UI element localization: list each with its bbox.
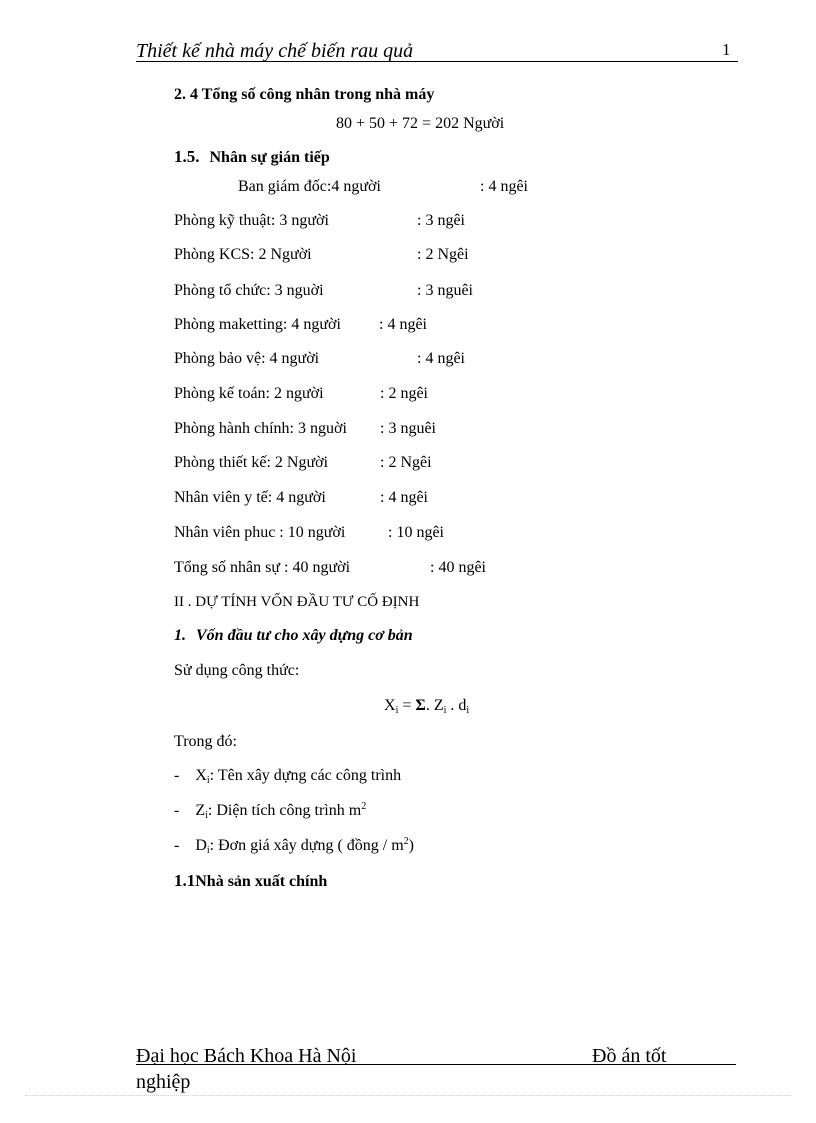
staff-row-label: Phòng KCS: 2 Người <box>174 246 312 263</box>
section-2-4-heading: 2. 4 Tổng số công nhân trong nhà máy <box>174 86 435 103</box>
list-item: - $Z_i$: Diện tích công trình $m^2$ <box>174 801 367 821</box>
footer-doc-type: Đồ án tốt <box>592 1045 667 1067</box>
footer-university: Đại học Bách Khoa Hà Nội <box>136 1045 357 1067</box>
staff-row-value: : 4 ngêi <box>380 489 428 506</box>
section-1-5-heading <box>174 147 330 167</box>
section-1-5-title: Nhân sự gián tiếp <box>209 149 330 166</box>
section-1-1-heading <box>174 871 327 891</box>
staff-total-value: : 40 ngêi <box>430 559 486 576</box>
list-item: - $D_i$: Đơn giá xây dựng ( đồng / $m^2$) <box>174 836 414 856</box>
staff-row-label: Nhân viên y tế: 4 người <box>174 489 326 506</box>
worker-total-formula: 80 + 50 + 72 = 202 Người <box>336 115 505 132</box>
use-formula-text: Sử dụng công thức: <box>174 662 300 679</box>
staff-row-value: : 4 ngêi <box>480 178 528 195</box>
staff-row-label: Phòng tổ chức: 3 nguời <box>174 282 324 299</box>
cost-formula: $X_i = \Sigma$. $Z_i$ . $d_i$ <box>384 697 470 716</box>
staff-row-label: Phòng kỹ thuật: 3 người <box>174 212 329 229</box>
staff-row-value: : 4 ngêi <box>379 316 427 333</box>
staff-row-value: : 3 nguêi <box>380 420 436 437</box>
staff-row-label: Phòng thiết kế: 2 Người <box>174 454 329 471</box>
staff-row-value: : 10 ngêi <box>388 524 444 541</box>
staff-row-value: : 3 ngêi <box>417 212 465 229</box>
section-1-1-title: Nhà sản xuất chính <box>195 873 328 890</box>
staff-row-label: Phòng hành chính: 3 nguời <box>174 420 347 437</box>
where-text: Trong đó: <box>174 733 237 750</box>
page-bottom-border <box>25 1095 791 1096</box>
staff-row-value: : 3 nguêi <box>417 282 473 299</box>
staff-row-label: Phòng kế toán: 2 người <box>174 385 324 402</box>
section-1-5-number: 1.5. <box>174 147 200 166</box>
staff-row-label: Phòng maketting: 4 người <box>174 316 341 333</box>
staff-row-label: Ban giám đốc:4 người <box>238 178 381 195</box>
staff-row-value: : 4 ngêi <box>417 350 465 367</box>
header-rule <box>136 61 738 62</box>
footer-doc-type-cont: nghiệp <box>136 1071 191 1093</box>
section-II-1-title: Vốn đầu tư cho xây dựng cơ bản <box>196 627 413 644</box>
section-II-heading: II . DỰ TÍNH VỐN ĐẦU TƯ CỐ ĐỊNH <box>174 594 420 610</box>
staff-row-value: : 2 ngêi <box>380 385 428 402</box>
staff-row-value: : 2 Ngêi <box>417 246 469 263</box>
staff-total-label: Tổng số nhân sự : 40 người <box>174 559 351 576</box>
section-II-1-number: 1. <box>174 627 186 644</box>
staff-row-label: Nhân viên phuc : 10 người <box>174 524 346 541</box>
section-II-1-heading <box>174 627 413 645</box>
staff-row-label: Phòng bảo vệ: 4 người <box>174 350 320 367</box>
list-item: - $X_i$: Tên xây dựng các công trình <box>174 767 402 786</box>
running-header-title: Thiết kế nhà máy chế biến rau quả <box>136 40 414 62</box>
page-number: 1 <box>722 40 731 59</box>
section-1-1-number: 1.1 <box>174 871 196 890</box>
staff-row-value: : 2 Ngêi <box>380 454 432 471</box>
